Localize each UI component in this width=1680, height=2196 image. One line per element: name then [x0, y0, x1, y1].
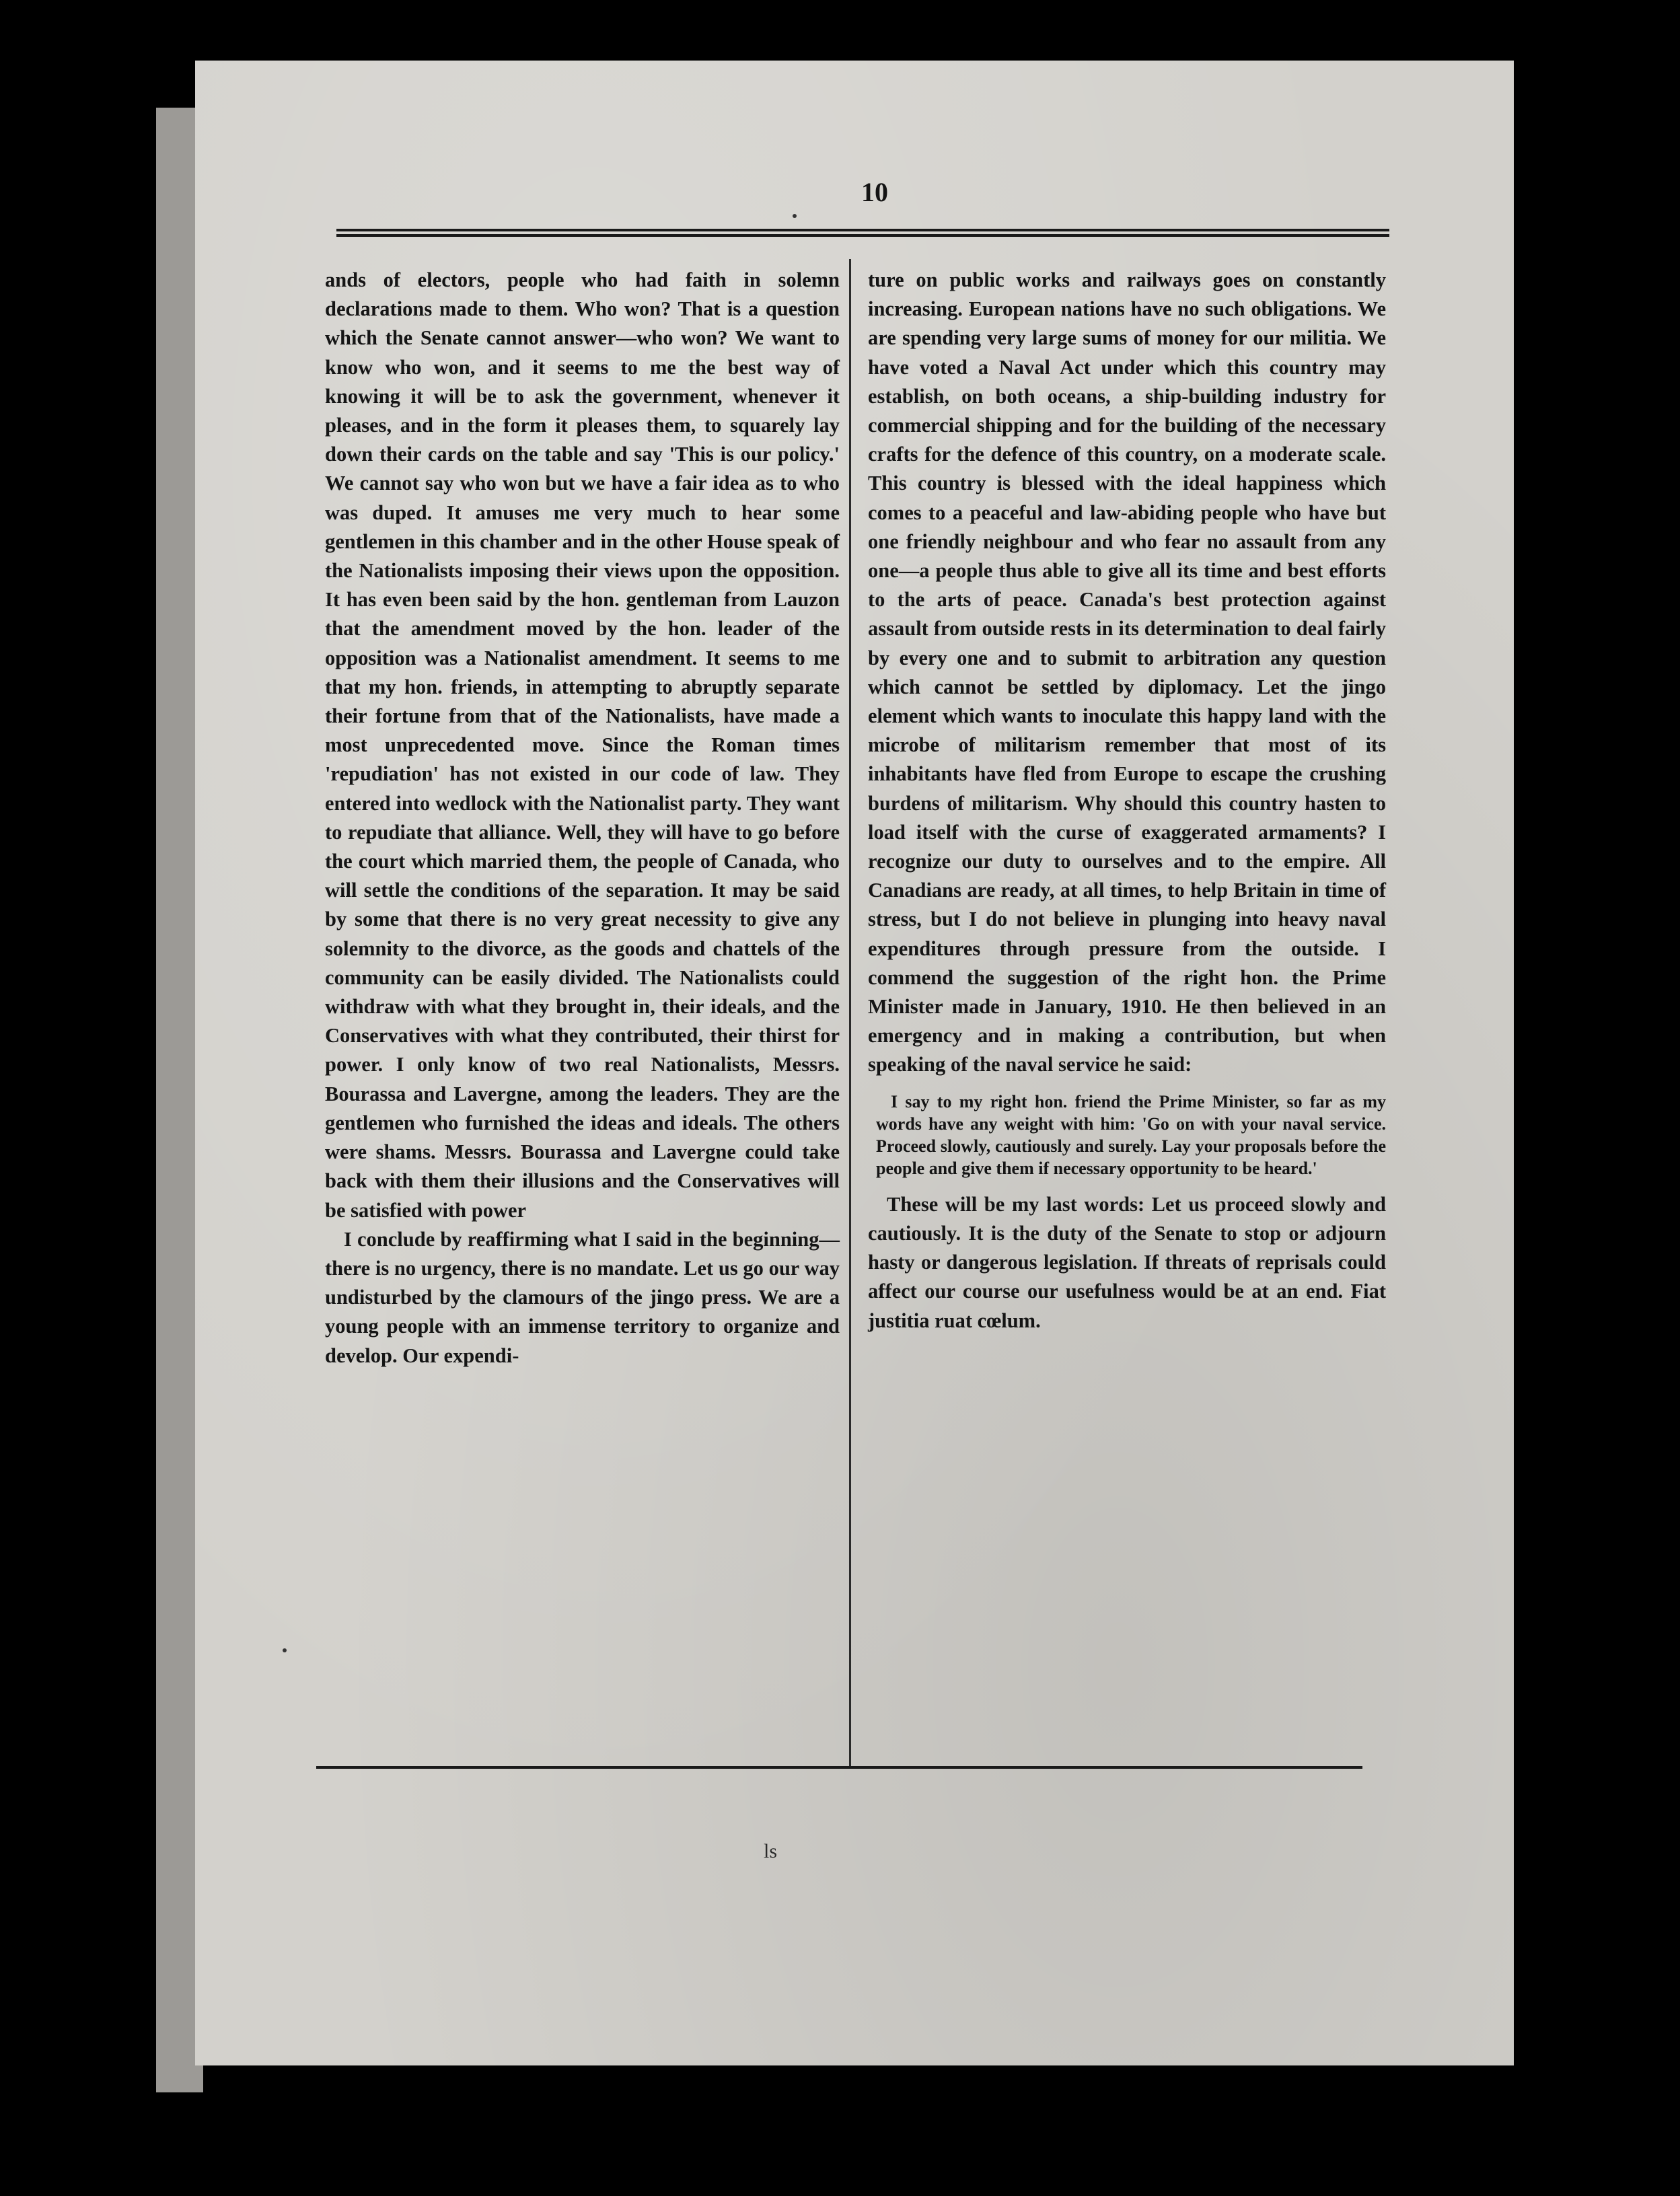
bottom-mark: ls: [764, 1840, 778, 1862]
right-column: [868, 266, 1386, 1335]
column-divider: [849, 259, 851, 1766]
right-paragraph-2: These will be my last words: Let us proceed slowly and cautiously. It is the duty of the Senate to stop or adjourn hasty or dangerous legislation. If threats of reprisals could affect our course our usefulness would be at an end. Fiat justitia ruat cœlum.: [868, 1192, 1386, 1332]
header-double-rule: [336, 229, 1389, 237]
left-paragraph-1: ands of electors, people who had faith in solemn declarations made to them. Who won? That is a question which the Senate cannot answer—who won? We want to know who won, and it seems to me the best way of knowing it will be to ask the government, whenever it pleases, and in the form it pleases them, to squarely lay down their cards on the table and say 'This is our policy.' We cannot say who won but we have a fair idea as to who was duped. It amuses me very much to hear some gentlemen in this chamber and in the other House speak of the Nationalists imposing their views upon the opposition. It has even been said by the hon. gentleman from Lauzon that the amendment moved by the hon. leader of the opposition was a Nationalist amendment. It seems to me that my hon. friends, in attempting to abruptly separate their fortune from that of the Nationalists, have made a most unprecedented move. Since the Roman times 'repudiation' has not existed in our code of law. They entered into wedlock with the Nationalist party. They want to repudiate that alliance. Well, they will have to go before the court which married them, the people of Canada, who will settle the conditions of the separation. It may be said by some that there is no very great necessity to give any solemnity to the divorce, as the goods and chattels of the community can be easily divided. The Nationalists could withdraw with what they brought in, their ideals, and the Conservatives with what they contributed, their thirst for power. I only know of two real Nationalists, Messrs. Bourassa and Lavergne, among the leaders. They are the gentlemen who furnished the ideas and ideals. The others were shams. Messrs. Bourassa and Lavergne could take back with them their illusions and the Conservatives will be satisfied with power: [325, 268, 840, 1222]
block-quote: I say to my right hon. friend the Prime Minister, so far as my words have any weight with him: 'Go on with your naval service. Proceed slowly, cautiously and surely. Lay your proposals before the people and give them if necessary opportunity to be heard.': [876, 1091, 1386, 1178]
footer-rule: [316, 1766, 1362, 1769]
ink-speck: [283, 1648, 287, 1652]
ink-speck: [793, 214, 797, 218]
left-paragraph-2: I conclude by reaffirming what I said in the beginning—there is no urgency, there is no mandate. Let us go our way undisturbed by the clamours of the jingo press. We are a young people with an immense territory to organize and develop. Our expendi-: [325, 1227, 840, 1367]
left-column: [325, 266, 840, 1370]
right-paragraph-1: ture on public works and railways goes on constantly increasing. European nations have no such obligations. We are spending very large sums of money for our militia. We have voted a Naval Act under which this country may establish, on both oceans, a ship-building industry for commercial shipping and for the building of the necessary crafts for the defence of this country, on a moderate scale. This country is blessed with the ideal happiness which comes to a peaceful and law-abiding people who have but one friendly neighbour and who fear no assault from any one—a people thus able to give all its time and best efforts to the arts of peace. Canada's best protection against assault from outside rests in its determination to deal fairly by every one and to submit to arbitration any question which cannot be settled by diplomacy. Let the jingo element which wants to inoculate this happy land with the microbe of militarism remember that most of its inhabitants have fled from Europe to escape the crushing burdens of militarism. Why should this country hasten to load itself with the curse of exaggerated armaments? I recognize our duty to ourselves and to the empire. All Canadians are ready, at all times, to help Britain in time of stress, but I do not believe in plunging into heavy naval expenditures through pressure from the outside. I commend the suggestion of the right hon. the Prime Minister made in January, 1910. He then believed in an emergency and in making a contribution, but when speaking of the naval service he said:: [868, 268, 1386, 1076]
page-number: 10: [861, 177, 888, 207]
